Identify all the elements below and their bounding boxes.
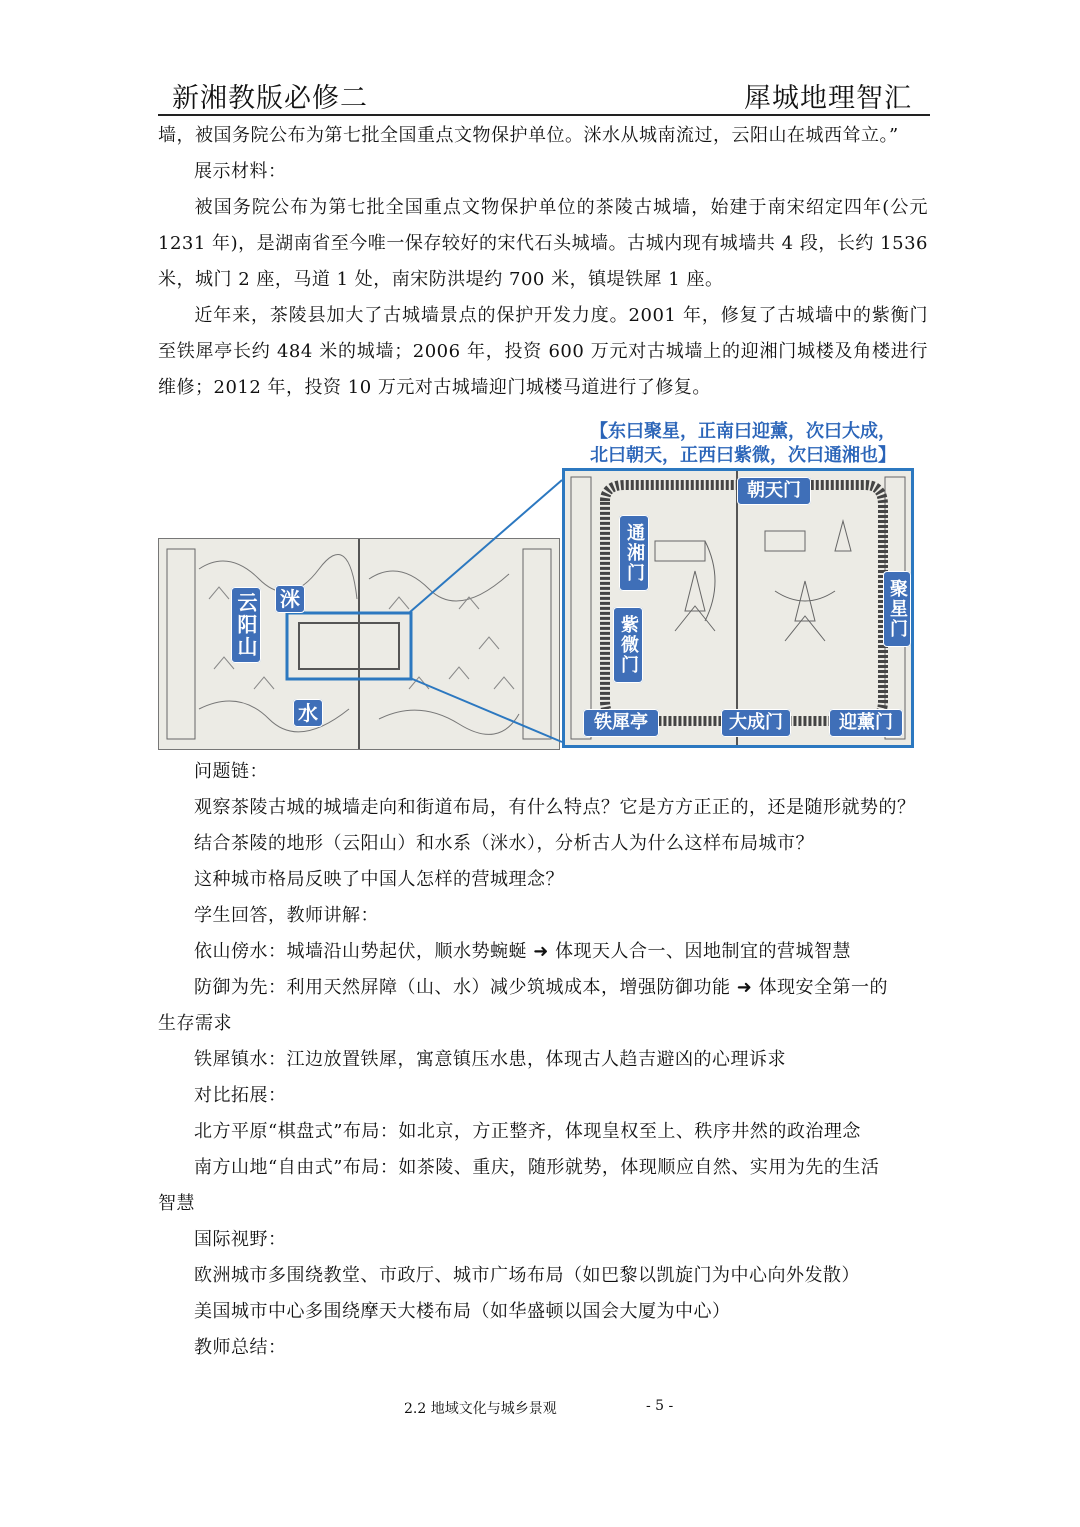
arrow-icon: ➜ xyxy=(736,977,753,998)
question-1: 观察茶陵古城的城墙走向和街道布局，有什么特点？它是方方正正的，还是随形就势的？ xyxy=(194,797,916,818)
label-tiexi-pavilion: 铁犀亭 xyxy=(583,709,659,737)
footer-section: 2.2 地域文化与城乡景观 xyxy=(404,1401,557,1417)
comparison-south: 南方山地“自由式”布局：如茶陵、重庆，随形就势，体现顺应自然、实用为先的生活 xyxy=(194,1157,880,1178)
question-2: 结合茶陵的地形（云阳山）和水系（洣水），分析古人为什么这样布局城市？ xyxy=(194,833,814,854)
label-ziwei-gate: 紫微门 xyxy=(613,607,643,683)
paragraph-restoration: 近年来，茶陵县加大了古城墙景点的保护开发力度。2001 年，修复了古城墙中的紫衡门至铁犀亭长约 484 米的城墙；2006 年，投资 600 万元对古城墙上的迎湘门城楼及角楼进行维修；2012 年，投资 10 万元对古城墙迎门城楼马道进行了修复。 xyxy=(158,305,928,398)
chaling-map-figure xyxy=(158,412,918,750)
comparison-north: 北方平原“棋盘式”布局：如北京，方正整齐，体现皇权至上、秩序井然的政治理念 xyxy=(194,1121,861,1142)
city-map-scan xyxy=(562,468,914,748)
question-chain-heading: 问题链： xyxy=(194,761,268,782)
label-yingxun-gate: 迎薰门 xyxy=(829,709,903,737)
caption-line-1: 【东曰聚星，正南曰迎薰，次曰大成， xyxy=(590,421,896,442)
caption-line-2: 北曰朝天，正西曰紫微，次曰通湘也】 xyxy=(590,445,896,466)
international-heading: 国际视野： xyxy=(194,1229,287,1250)
arrow-icon: ➜ xyxy=(533,941,549,962)
book-title: 新湘教版必修二 xyxy=(172,83,368,114)
gate-names-caption xyxy=(570,420,916,472)
international-usa: 美国城市中心多围绕摩天大楼布局（如华盛顿以国会大厦为中心） xyxy=(194,1301,731,1322)
international-europe: 欧洲城市多围绕教堂、市政厅、城市广场布局（如巴黎以凯旋门为中心向外发散） xyxy=(194,1265,860,1286)
answer-defense-continued: 生存需求 xyxy=(158,1013,232,1034)
comparison-heading: 对比拓展： xyxy=(194,1085,287,1106)
material-heading: 展示材料： xyxy=(194,161,287,182)
label-shui: 水 xyxy=(293,699,323,727)
label-chaotian-gate: 朝天门 xyxy=(737,477,811,505)
publisher-name: 犀城地理智汇 xyxy=(744,83,912,114)
label-yunyang-mountain: 云阳山 xyxy=(231,587,261,663)
label-dacheng-gate: 大成门 xyxy=(721,709,791,737)
answer-mountain-water: 依山傍水：城墙沿山势起伏，顺水势蜿蜒 ➜ 体现天人合一、因地制宜的营城智慧 xyxy=(194,941,852,962)
label-tongxiang-gate: 通湘门 xyxy=(619,515,649,591)
page-header xyxy=(158,72,930,116)
paragraph-material: 被国务院公布为第七批全国重点文物保护单位的茶陵古城墙，始建于南宋绍定四年(公元1231 年)，是湖南省至今唯一保存较好的宋代石头城墙。古城内现有城墙共 4 段，长约 1536米，城门 2 座，马道 1 处，南宋防洪堤约 700 米，镇堤铁犀 1 座。 xyxy=(158,197,928,290)
paragraph-continuation: 墙，被国务院公布为第七批全国重点文物保护单位。洣水从城南流过，云阳山在城西耸立。” xyxy=(158,125,899,146)
answer-iron-rhino: 铁犀镇水：江边放置铁犀，寓意镇压水患，体现古人趋吉避凶的心理诉求 xyxy=(194,1049,786,1070)
page-number: - 5 - xyxy=(646,1398,674,1414)
label-mi: 洣 xyxy=(275,585,305,613)
comparison-south-continued: 智慧 xyxy=(158,1193,195,1214)
label-juxing-gate: 聚星门 xyxy=(883,571,911,647)
question-3: 这种城市格局反映了中国人怎样的营城理念？ xyxy=(194,869,564,890)
answer-defense: 防御为先：利用天然屏障（山、水）减少筑城成本，增强防御功能 ➜ 体现安全第一的 xyxy=(194,977,889,998)
teacher-summary-heading: 教师总结： xyxy=(194,1337,287,1358)
answer-heading: 学生回答，教师讲解： xyxy=(194,905,379,926)
